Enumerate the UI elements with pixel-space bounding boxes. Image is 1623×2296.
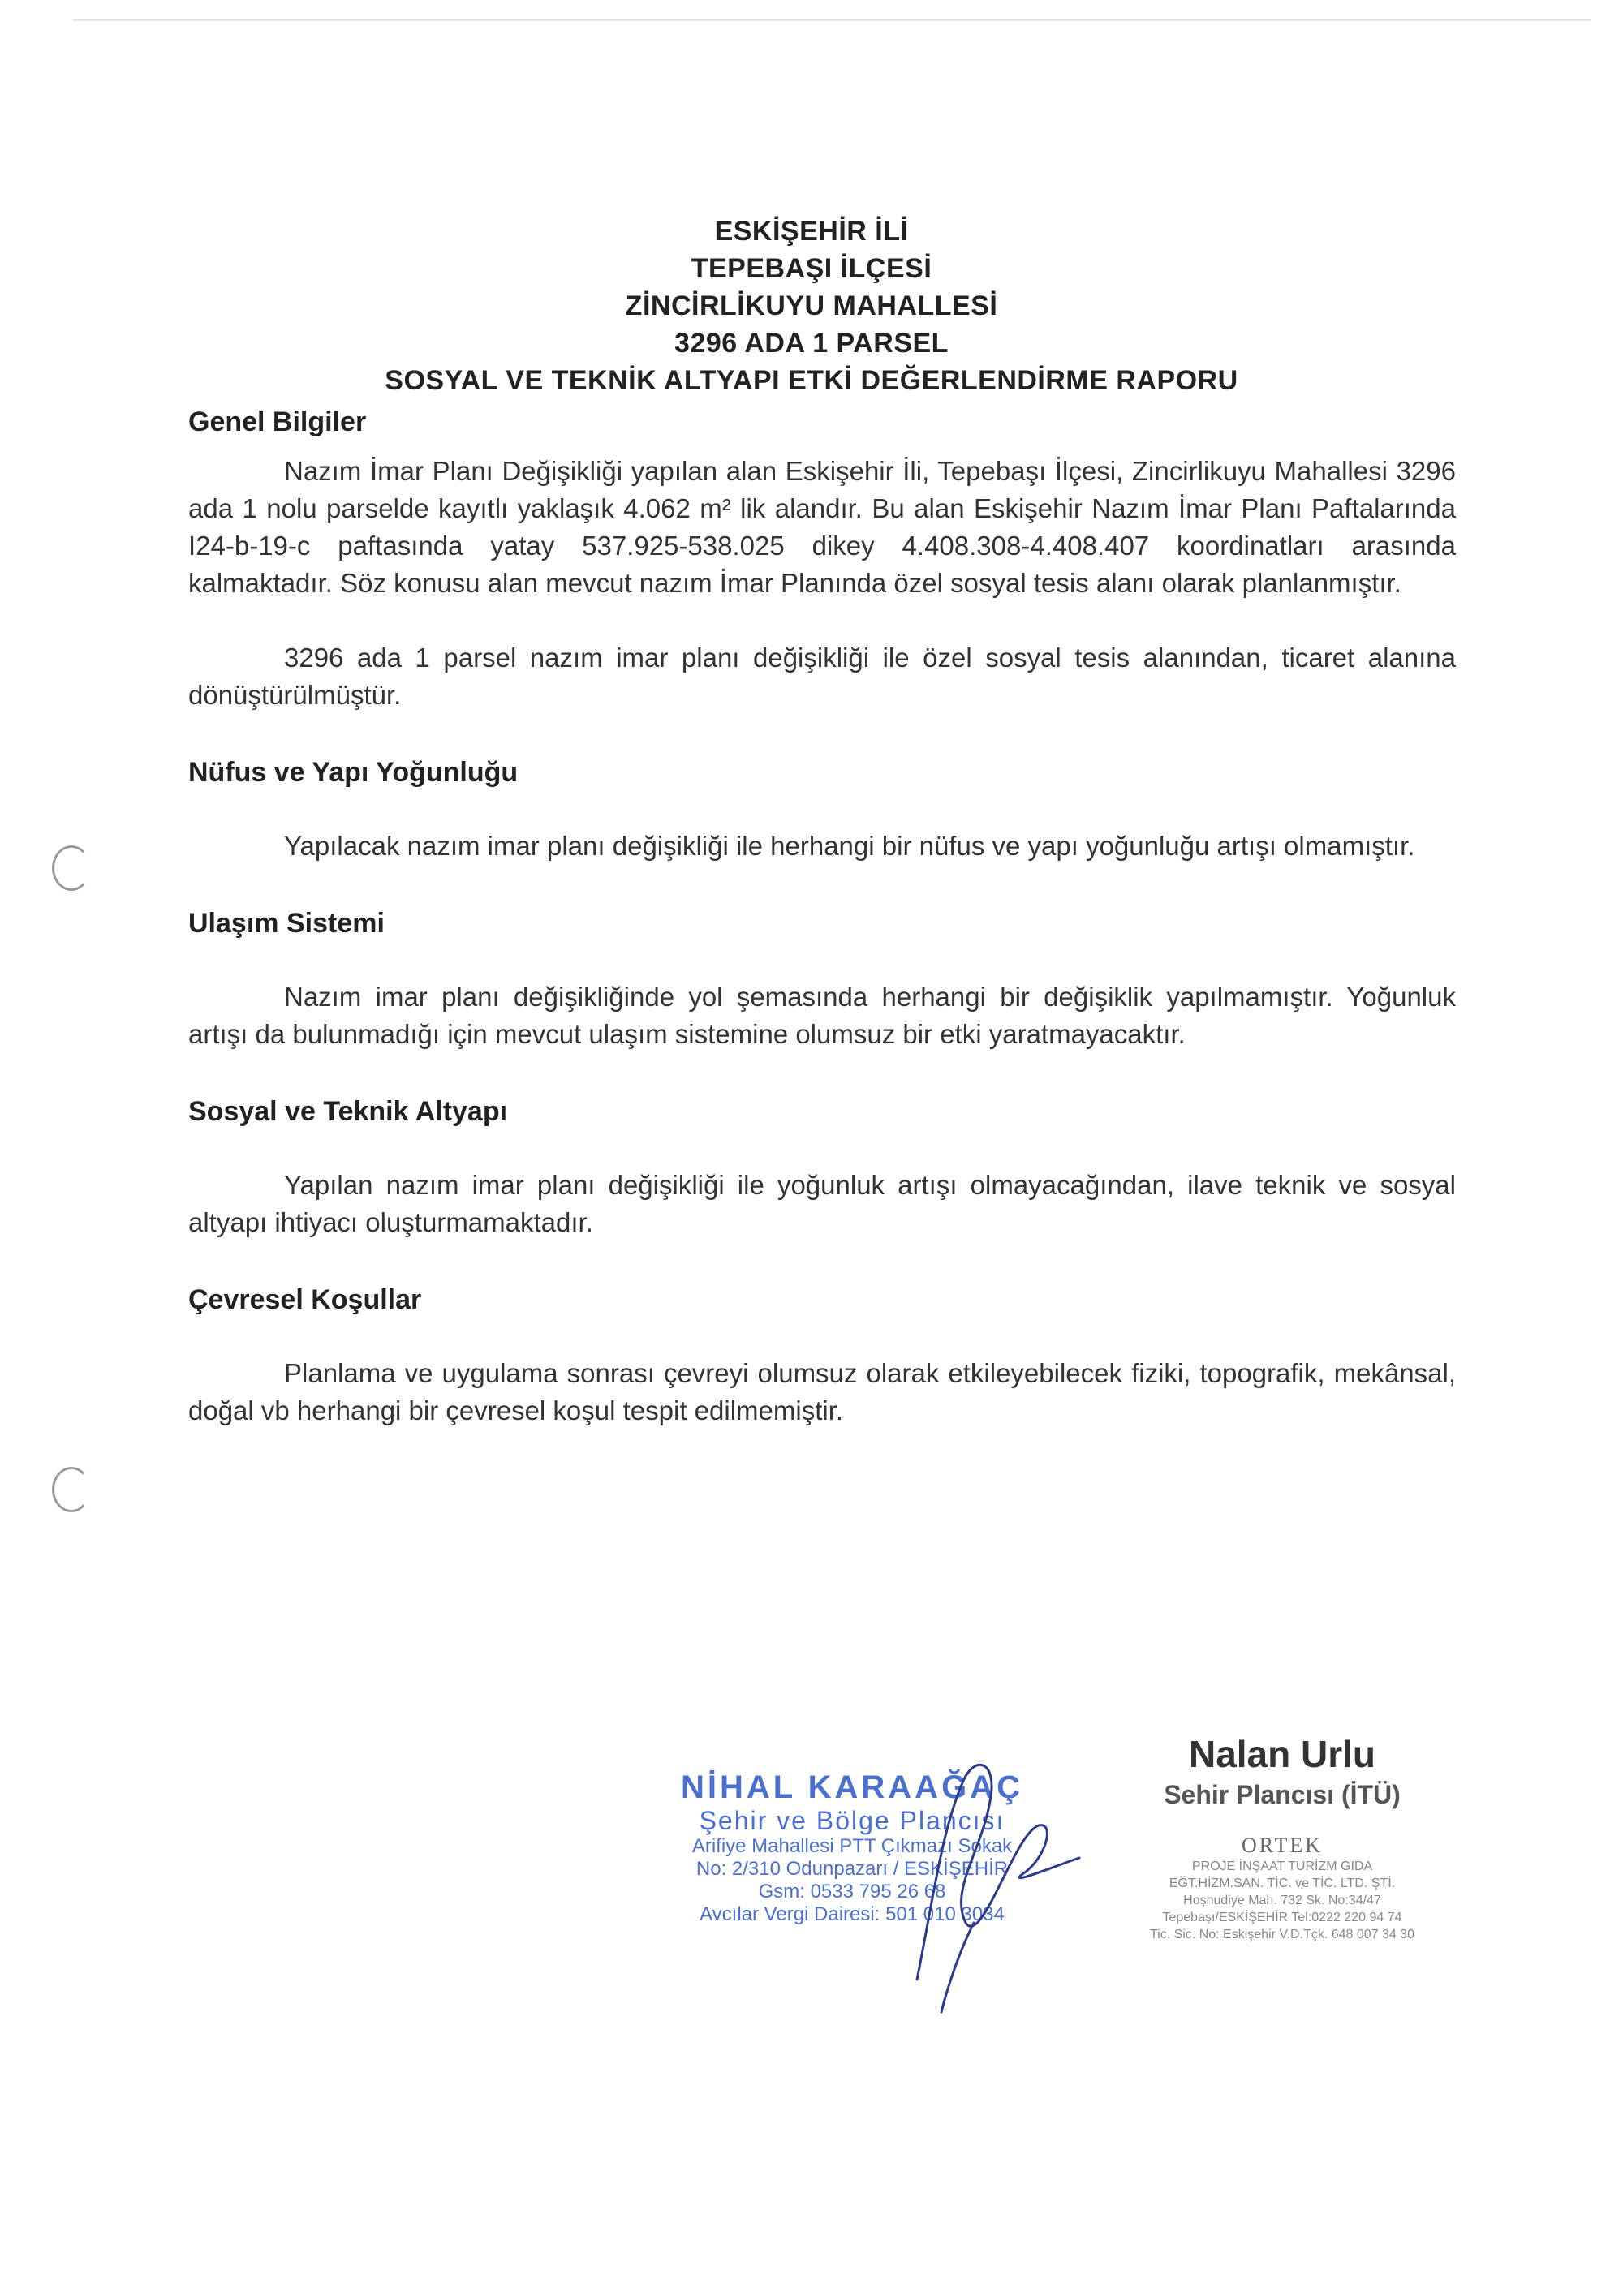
- heading-general-info: Genel Bilgiler: [188, 406, 367, 437]
- stamp-address-line: No: 2/310 Odunpazarı / ESKİŞEHİR: [695, 1858, 1009, 1880]
- stamp-tax-office: Avcılar Vergi Dairesi: 501 010 3034: [700, 1903, 1005, 1925]
- company-tax: Tic. Sic. No: Eskişehir V.D.Tçk. 648 007 34 30: [1149, 1928, 1415, 1941]
- title-district: TEPEBAŞI İLÇESİ: [691, 253, 932, 284]
- stamp-name: Nalan Urlu: [1188, 1733, 1376, 1775]
- report-body: [188, 404, 1456, 1430]
- paragraph-infrastructure: Yapılan nazım imar planı değişikliği ile yoğunluk artışı olmayacağından, ilave teknik ve sosyal altyapı ihtiyacı oluşturmamaktadır.: [188, 1170, 1456, 1237]
- heading-environmental-conditions: Çevresel Koşullar: [188, 1284, 422, 1315]
- company-line: EĞT.HİZM.SAN. TİC. ve TİC. LTD. ŞTİ.: [1169, 1877, 1396, 1890]
- planner-stamp-nalan: [1087, 1731, 1477, 1943]
- heading-transport-system: Ulaşım Sistemi: [188, 908, 385, 939]
- paragraph-environmental-conditions: Planlama ve uygulama sonrası çevreyi olumsuz olarak etkileyebilecek fiziki, topografik, mekânsal, doğal vb herhangi bir çevresel koşul tespit edilmemiştir.: [188, 1358, 1456, 1425]
- stamp-name: NİHAL KARAAĞAÇ: [681, 1769, 1023, 1805]
- handwritten-signature: [885, 1736, 1096, 2028]
- paragraph-general-info: Nazım İmar Planı Değişikliği yapılan alan Eskişehir İli, Tepebaşı İlçesi, Zincirlikuyu Mahallesi 3296 ada 1 nolu parselde kayıtlı yaklaşık 4.062 m² lik alandır. Bu alan Eskişehir Nazım İmar Planı Paftalarında I24-b-19-c paftasında yatay 537.925-538.025 dikey 4.408.308-4.408.407 koordinatları arasında kalmaktadır. Söz konusu alan mevcut nazım İmar Planında özel sosyal tesis alanı olarak planlanmıştır.: [188, 456, 1456, 598]
- company-address: Hoşnudiye Mah. 732 Sk. No:34/47: [1183, 1894, 1381, 1907]
- company-phone: Tepebaşı/ESKİŞEHİR Tel:0222 220 94 74: [1162, 1911, 1402, 1924]
- stamp-phone: Gsm: 0533 795 26 68: [758, 1881, 946, 1903]
- stamp-address-line: Arifiye Mahallesi PTT Çıkmazı Sokak: [691, 1835, 1013, 1857]
- paragraph-population-density: Yapılacak nazım imar planı değişikliği ile herhangi bir nüfus ve yapı yoğunluğu artışı olmamıştır.: [284, 831, 1415, 861]
- title-neighborhood: ZİNCİRLİKUYU MAHALLESİ: [625, 290, 998, 321]
- document-title: [0, 213, 1623, 399]
- punch-hole-mark: [52, 845, 91, 891]
- company-line: PROJE İNŞAAT TURİZM GIDA: [1191, 1860, 1373, 1873]
- page-top-edge: [73, 19, 1591, 21]
- paragraph-transport-system: Nazım imar planı değişikliğinde yol şemasında herhangi bir değişiklik yapılmamıştır. Yoğunluk artışı da bulunmadığı için mevcut ulaşım sistemine olumsuz bir etki yaratmayacaktır.: [188, 982, 1456, 1049]
- title-parcel: 3296 ADA 1 PARSEL: [674, 328, 949, 359]
- stamp-title: Sehir Plancısı (İTÜ): [1164, 1780, 1401, 1809]
- stamp-title: Şehir ve Bölge Plancısı: [699, 1806, 1005, 1835]
- paragraph-plan-change: 3296 ada 1 parsel nazım imar planı değişikliği ile özel sosyal tesis alanından, ticaret alanına dönüştürülmüştür.: [188, 643, 1456, 710]
- heading-infrastructure: Sosyal ve Teknik Altyapı: [188, 1096, 508, 1127]
- title-province: ESKİŞEHİR İLİ: [714, 216, 909, 247]
- title-report: SOSYAL VE TEKNİK ALTYAPI ETKİ DEĞERLENDİRME RAPORU: [385, 365, 1238, 396]
- heading-population-density: Nüfus ve Yapı Yoğunluğu: [188, 757, 519, 788]
- punch-hole-mark: [52, 1467, 91, 1512]
- company-logo: ORTEK: [1241, 1834, 1324, 1857]
